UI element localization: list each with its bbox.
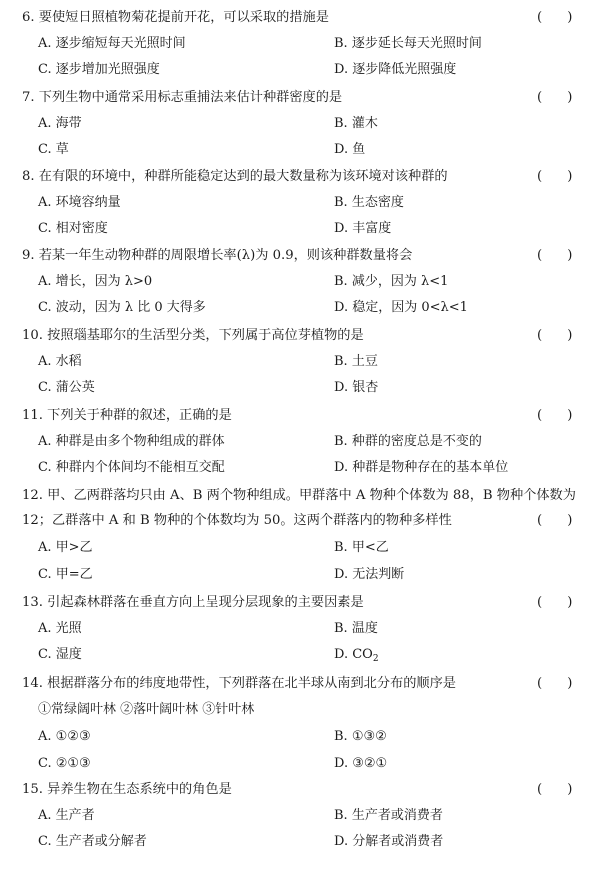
option-c: C. 甲=乙 <box>38 567 93 582</box>
option-d: D. ③②① <box>334 756 388 771</box>
question-stem: 9. 若某一年生动物种群的周限增长率(λ)为 0.9，则该种群数量将会 <box>22 248 413 263</box>
answer-blank: ( ) <box>537 595 573 610</box>
option-a: A. 逐步缩短每天光照时间 <box>38 36 186 51</box>
option-a: A. 海带 <box>38 116 82 131</box>
option-a: A. 甲>乙 <box>38 540 93 555</box>
option-c: C. 湿度 <box>38 647 82 662</box>
option-a: A. 环境容纳量 <box>38 195 121 210</box>
option-d: D. 鱼 <box>334 142 366 157</box>
option-d: D. 无法判断 <box>334 567 405 582</box>
question-stem-line-2: 12；乙群落中 A 和 B 物种的个体数均为 50。这两个群落内的物种多样性 <box>22 513 452 528</box>
answer-blank: ( ) <box>537 248 573 263</box>
option-c: C. 蒲公英 <box>38 380 95 395</box>
answer-blank: ( ) <box>537 10 573 25</box>
option-d: D. 稳定，因为 0<λ<1 <box>334 300 468 315</box>
question-stem: 6. 要使短日照植物菊花提前开花，可以采取的措施是 <box>22 10 329 25</box>
option-b: B. 土豆 <box>334 354 378 369</box>
question-stem: 12. 甲、乙两群落均只由 A、B 两个物种组成。甲群落中 A 物种个体数为 88，B 物种个体数为 <box>22 488 576 503</box>
option-b: B. 灌木 <box>334 116 378 131</box>
option-b: B. 生态密度 <box>334 195 404 210</box>
option-b: B. 甲<乙 <box>334 540 389 555</box>
option-c: C. 逐步增加光照强度 <box>38 62 160 77</box>
answer-blank: ( ) <box>537 169 573 184</box>
question-stem: 8. 在有限的环境中，种群所能稳定达到的最大数量称为该环境对该种群的 <box>22 169 448 184</box>
option-d: D. 种群是物种存在的基本单位 <box>334 460 509 475</box>
option-a: A. 光照 <box>38 621 82 636</box>
option-d: D. 分解者或消费者 <box>334 834 444 849</box>
option-d-text: D. CO <box>334 647 373 662</box>
option-c: C. 种群内个体间均不能相互交配 <box>38 460 225 475</box>
option-a: A. 增长，因为 λ>0 <box>38 274 153 289</box>
option-d: D. 丰富度 <box>334 221 392 236</box>
answer-blank: ( ) <box>537 408 573 423</box>
answer-blank: ( ) <box>537 676 573 691</box>
option-b: B. 温度 <box>334 621 378 636</box>
option-b: B. 减少，因为 λ<1 <box>334 274 449 289</box>
option-c: C. 波动，因为 λ 比 0 大得多 <box>38 300 206 315</box>
option-b: B. 生产者或消费者 <box>334 808 443 823</box>
option-d: D. 逐步降低光照强度 <box>334 62 457 77</box>
option-c: C. 相对密度 <box>38 221 108 236</box>
answer-blank: ( ) <box>537 328 573 343</box>
option-a: A. 种群是由多个物种组成的群体 <box>38 434 225 449</box>
question-stem: 14. 根据群落分布的纬度地带性，下列群落在北半球从南到北分布的顺序是 <box>22 676 456 691</box>
option-d: D. 银杏 <box>334 380 379 395</box>
answer-blank: ( ) <box>537 90 573 105</box>
option-c: C. 生产者或分解者 <box>38 834 147 849</box>
option-a: A. 生产者 <box>38 808 95 823</box>
subscript: 2 <box>372 654 379 664</box>
question-stem: 10. 按照瑙基耶尔的生活型分类，下列属于高位芽植物的是 <box>22 328 364 343</box>
question-stem: 11. 下列关于种群的叙述，正确的是 <box>22 408 232 423</box>
answer-blank: ( ) <box>537 513 573 528</box>
option-d <box>334 645 379 665</box>
question-stem: 15. 异养生物在生态系统中的角色是 <box>22 782 232 797</box>
option-a: A. ①②③ <box>38 729 91 744</box>
option-b: B. 逐步延长每天光照时间 <box>334 36 482 51</box>
option-b: B. 种群的密度总是不变的 <box>334 434 482 449</box>
option-b: B. ①③② <box>334 729 387 744</box>
option-c: C. 草 <box>38 142 69 157</box>
option-a: A. 水稻 <box>38 354 82 369</box>
answer-blank: ( ) <box>537 782 573 797</box>
option-c: C. ②①③ <box>38 756 91 771</box>
question-stem: 13. 引起森林群落在垂直方向上呈现分层现象的主要因素是 <box>22 595 364 610</box>
question-stem: 7. 下列生物中通常采用标志重捕法来估计种群密度的是 <box>22 90 343 105</box>
item-list: ①常绿阔叶林 ②落叶阔叶林 ③针叶林 <box>38 702 255 717</box>
